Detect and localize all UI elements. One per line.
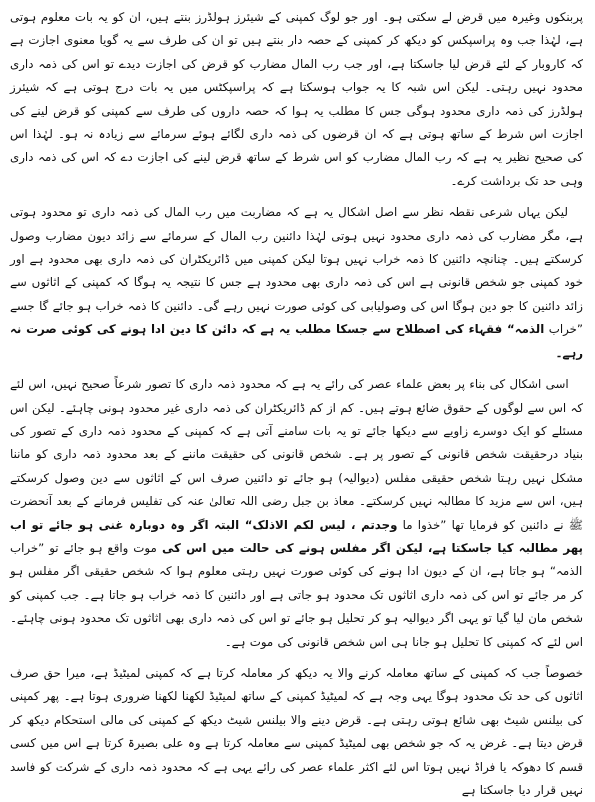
- text-line: لیکن یہاں شرعی نقطہ نظر سے اصل اشکال یہ ہے کہ مضاربت میں رب المال کی ذمہ داری تو محدود ہوتی ہے، مگر مضارب کی ذمہ: [10, 205, 583, 243]
- text-line: کسی قسم کا دھوکہ یا فراڈ نہیں ہوتا اس لئے اکثر علماء عصر کی رائے یہی ہے کہ محدود ذمہ داری کے شرکت کو فاسد نہیں قرار دیا جاسکتا ہے: [10, 736, 583, 797]
- paragraph-2: [10, 201, 583, 365]
- text-line: کمپنی کے اثاثوں سے زائد دائنین کا جو دین ہوگا اس کی وصولیابی کی کوئی صورت نہیں رہے گی۔ دائنین کا ذمہ خراب ہو جائے گا جسے ”خراب: [10, 275, 584, 337]
- text-line: محدود ذمہ داری کو ماننا مشکل نہیں رہتا شخص حقیقی مفلس (دیوالیہ) ہو جائے تو دائنین صرف اس کے اثاثوں سے دین وصول کرسکتے ہیں،: [10, 447, 583, 509]
- text-line: کر کمپنی کے حصہ دار بنتے ہیں تو ان کی طرف سے یہ گویا معنوی اجازت ہے کہ کاروبار کے لئے قرض لیا جاسکتا ہے، اور جب رب المال: [10, 33, 583, 71]
- text-line: شیٹ دیکھ کے کمپنی کی مالی استحکام دیکھ کر قرض دیتا ہے۔ غرض یہ کہ جو شخص بھی لمیٹیڈ کمپنی سے معاملہ کرتا ہے وہ علی بصیرۃ کرتا ہے اس میں: [10, 712, 583, 751]
- text-line: وجدتم ، لیس لکم الاذلک“ البتہ اگر وہ دوبارہ غنی ہو جائے تو اب پھر مطالبہ کیا جاسکتا ہے، لیکن اگر مفلس ہونے کی حالت میں اس کی: [10, 517, 583, 555]
- urdu-body-text: [10, 6, 583, 802]
- text-line: مضارب کو قرض کی اجازت دیدے تو اس کی ذمہ داری محدود نہیں رہتی۔ لیکن اس شبہ کا یہ جواب ہوسکتا ہے کہ پراسپکٹس میں یہ بات: [10, 56, 584, 95]
- text-line: موت واقع ہو جائے تو ”خراب الذمہ“ ہو جاتا ہے، ان کے دیون ادا ہونے کی کوئی صورت نہیں رہتی معلوم ہوا کہ شخص حقیقی اگر مفلس ہو: [10, 540, 583, 579]
- text-line: لیکن کمپنی میں ڈائریکٹران کی ذمہ داری بھی محدود ہے اور خود کمپنی جو شخص قانونی ہے اس کی ذمہ داری بھی محدود ہے جس کا نتیجہ یہ ہوگا کہ: [10, 252, 583, 290]
- text-line: کر مر جائے تو اس کی ذمہ داری اثاثوں تک محدود ہو جاتی ہے اور دائنین کا ذمہ خراب ہو جاتا ہے۔ جب کمپنی کو شخص مان لیا گیا تو یہی اگر: [10, 587, 583, 626]
- text-line: موت ہے۔: [224, 634, 274, 649]
- text-line: الذمہ“ فقہاء کی اصطلاح سے جسکا مطلب یہ ہے کہ دائن کا دین ادا ہونے کی کوئی صرت نہ رہے۔: [10, 322, 583, 360]
- text-line: شرط کے ساتھ ہوتی ہے کہ ان قرضوں کی ذمہ داری لگائے ہوئے سرمائے سے زیادہ نہ ہو۔ لہٰذا اس کی صحیح نظیر یہ ہے کہ رب المال: [10, 127, 583, 165]
- paragraph-4: [10, 662, 583, 802]
- text-line: ضائع ہوتے ہیں۔ کم از کم ڈائریکٹران کی ذمہ داری غیر محدود ہونی چاہئے۔ لیکن اس مسئلے کو ایک دوسرے زاویے سے دیکھا جائے تو یہ: [10, 400, 583, 438]
- text-line: اس سے مزید کا مطالبہ نہیں کرسکتے۔ معاذ بن جبل رضی اللہ تعالیٰ عنہ کی تفلیس فرمانے کے بعد آنحضرت ﷺ نے دائنین کو فرمایا تھا ”خذوا ما: [10, 494, 583, 532]
- text-line: مضارب کو اس شرط کے ساتھ قرض لینے کی اجازت دے کہ اس کی ذمہ داری وہی حد تک برداشت کرے۔: [10, 150, 583, 188]
- text-line: پربنکوں وغیرہ میں قرض لے سکتی ہو۔ اور جو لوگ کمپنی کے شیئرز ہولڈرز بنتے ہیں، ان کو یہ بات معلوم ہوتی ہے، لہٰذا جب وہ پراسپکس کو دیکھ: [10, 10, 583, 48]
- text-line: داری محدود نہیں ہوتی لہٰذا دائنین رب المال کے سرمائے سے زائد دیون مضارب وصول کرسکتے ہیں۔ چنانچہ دائنین کا ذمہ خراب نہیں ہوتا: [10, 228, 584, 267]
- text-line: خصوصاً جب کہ کمپنی کے ساتھ معاملہ کرنے والا یہ دیکھ کر معاملہ کرتا ہے کہ کمپنی لمیٹیڈ ہے، میرا حق صرف اثاثوں کی حد تک محدود ہوگا: [10, 665, 583, 704]
- text-line: درج ہوتی ہے کہ شیئرز ہولڈرز کی ذمہ داری محدود ہوگی جس کا مطلب یہ ہوا کہ حصہ داروں کی طرف سے کمپنی کو قرض لینے کی اجازت اس: [10, 80, 583, 142]
- text-line: دیوالیہ ہو کر تحلیل ہو جائے تو اس کی ذمہ داری بھی اثاثوں تک محدود ہونی چاہئے۔ اس لئے کہ کمپنی کا تحلیل ہو جانا ہی اس شخص قانونی کی: [10, 611, 583, 649]
- paragraph-1: [10, 6, 583, 193]
- text-line: بات سامنے آتی ہے کہ کمپنی کے محدود ذمہ داری کے تصور کی بنیاد درحقیقت شخص قانونی کے تصور پر ہے۔ شخص قانونی کی حقیقت ماننے کے بعد: [10, 423, 583, 462]
- paragraph-3: [10, 373, 583, 654]
- text-line: اسی اشکال کی بناء پر بعض علماء عصر کی رائے یہ ہے کہ محدود ذمہ داری کا تصور شرعاً صحیح نہیں، اس لئے کہ اس سے لوگوں کے حقوق: [10, 377, 583, 415]
- text-line: یہی وجہ ہے کہ لمیٹیڈ کمپنی کے ساتھ لمیٹیڈ لکھنا لکھنا ضروری ہوتا ہے۔ پھر کمپنی کی بیلنس شیٹ بھی شائع ہوتی رہتی ہے۔ قرض دینے والا بیلنس: [10, 689, 584, 727]
